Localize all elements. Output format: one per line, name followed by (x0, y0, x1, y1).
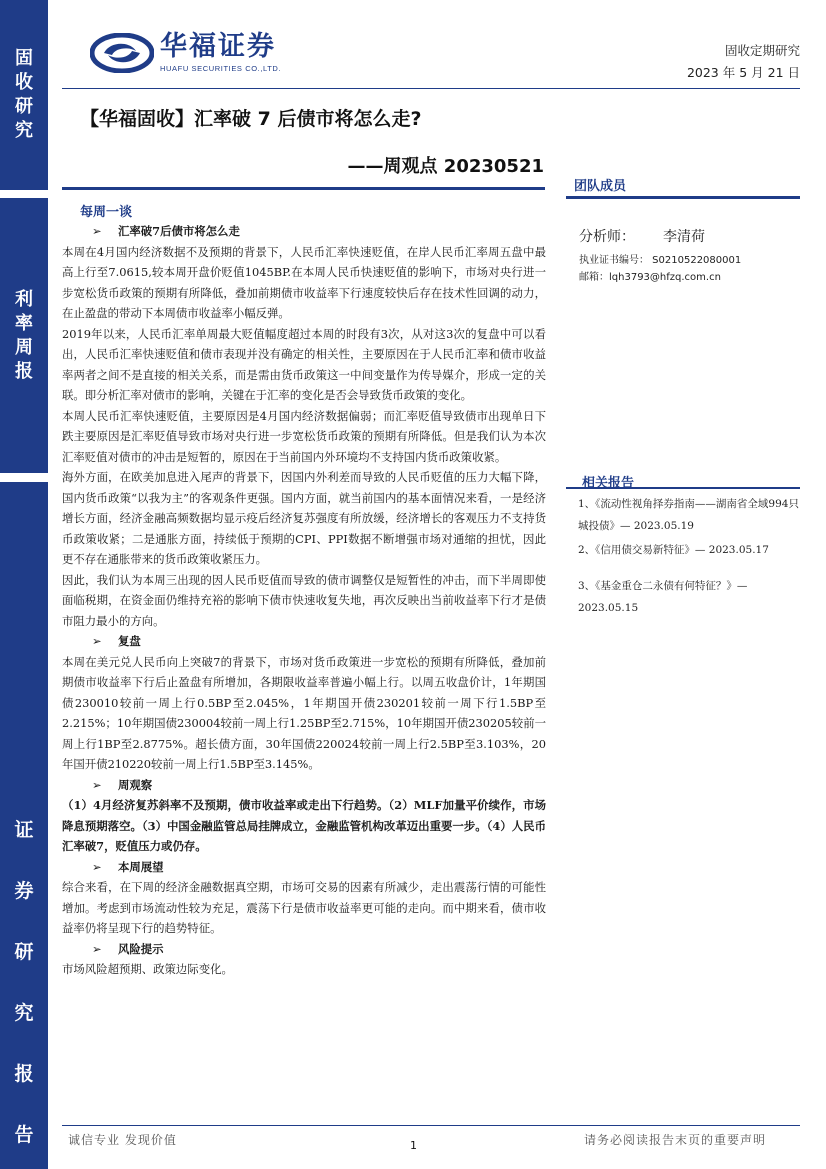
analyst-name: 李清荷 (663, 229, 705, 245)
sidebar-category-block (0, 0, 48, 190)
footer-divider (62, 1125, 800, 1126)
bullet-heading-text: 风险提示 (118, 941, 164, 956)
bullet-arrow-icon: ➢ (92, 224, 102, 238)
related-divider (566, 487, 800, 489)
bullet-arrow-icon: ➢ (92, 634, 102, 648)
paragraph: 综合来看，在下周的经济金融数据真空期，市场可交易的因素有所减少，走出震荡行情的可能性增加。考虑到市场流动性较为充足，震荡下行是债市收益率更可能的走向。而中期来看，债市收益率仍将呈现下行的趋势特征。 (62, 880, 546, 935)
bullet-heading-text: 复盘 (118, 634, 141, 648)
team-info (579, 226, 741, 286)
bullet-heading-text: 汇率破7后债市将怎么走 (118, 224, 240, 238)
paragraph: 本周在4月国内经济数据不及预期的背景下，人民币汇率快速贬值，在岸人民币汇率周五盘中最高上行至7.0615,较本周开盘价贬值1045BP.在本周人民币快速贬值的影响下，市场对央行进一步宽松货币政策的预期有所降低，叠加前期债市收益率下行速度较快后存在技术性回调的动力，在止盈盘的带动下本周债市收益率小幅反弹。 (62, 244, 546, 320)
sidebar-char: 周 (15, 336, 33, 358)
sidebar-char: 率 (15, 312, 33, 334)
sidebar-char: 究 (15, 120, 33, 141)
bullet-heading (62, 221, 546, 242)
related-report-item[interactable]: 2、《信用债交易新特征》— 2023.05.17 (578, 544, 769, 556)
header-divider (62, 88, 800, 89)
sidebar-type-block (0, 198, 48, 473)
sidebar-char: 券 (14, 880, 34, 902)
bullet-arrow-icon: ➢ (92, 941, 102, 956)
team-divider (566, 196, 800, 199)
team-section-heading: 团队成员 (574, 179, 627, 194)
sidebar-char: 固 (15, 48, 33, 69)
bullet-arrow-icon: ➢ (92, 859, 102, 874)
analyst-email: 邮箱：lqh3793@hfzq.com.cn (579, 272, 721, 283)
sidebar (0, 0, 48, 1169)
related-section-heading: 相关报告 (582, 476, 635, 491)
report-date: 2023 年 5 月 21 日 (686, 65, 800, 80)
paragraph: 2019年以来，人民币汇率单周最大贬值幅度超过本周的时段有3次，从对这3次的复盘中可以看出，人民币汇率快速贬值和债市表现并没有确定的相关性，主要原因在于人民币汇率和债市收益率两者之间不是直接的相关关系，而是需由货币政策这一中间变量作为传导媒介，形成一定的关联。即分析汇率对债市的影响，关键在于汇率的变化是否会导致货币政策的变化。 (62, 326, 546, 402)
bullet-heading-text: 周观察 (118, 777, 153, 792)
bullet-heading-text: 本周展望 (118, 859, 164, 874)
bullet-heading (62, 857, 546, 878)
analyst-cert: 执业证书编号： S0210522080001 (579, 255, 742, 266)
report-header-info (687, 40, 800, 84)
logo-name-en: HUAFU SECURITIES CO.,LTD. (160, 64, 282, 73)
main-divider (62, 187, 545, 190)
logo-swirl-icon (90, 33, 154, 73)
page-subtitle: ——周观点 20230521 (347, 156, 544, 177)
footer-disclaimer: 请务必阅读报告末页的重要声明 (583, 1133, 766, 1147)
sidebar-char: 证 (14, 819, 34, 841)
related-reports-list (578, 493, 803, 619)
paragraph: 本周在美元兑人民币向上突破7的背景下，市场对货币政策进一步宽松的预期有所降低，叠加前期债市收益率下行后止盈盘有所增加，各期限收益率普遍小幅上行。以周五收盘价计，1年期国债230010较前一周上行0.5BP至2.045%，1年期国开债230201较前一周下行1.5BP至2.215%；10年期国债230004较前一周上行1.25BP至2.715%，10年期国开债230205较前一周上行1BP至2.8775%。超长债方面，30年国债220024较前一周上行2.5BP至3.103%，20年国开债210220较前一周上行1.5BP至3.145%。 (62, 654, 546, 771)
sidebar-char: 研 (14, 941, 34, 963)
bullet-heading (62, 631, 546, 652)
paragraph: 因此，我们认为本周三出现的因人民币贬值而导致的债市调整仅是短暂性的冲击，而下半周即使面临税期，在资金面仍维持充裕的影响下债市快速收复失地，再次反映出当前收益率下行才是债市阻力最小的方向。 (62, 572, 546, 628)
page-number: 1 (410, 1139, 417, 1152)
analyst-role: 分析师： (579, 229, 635, 245)
sidebar-char: 研 (15, 96, 33, 117)
sidebar-report-block (0, 482, 48, 1169)
paragraph: 本周人民币汇率快速贬值，主要原因是4月国内经济数据偏弱；而汇率贬值导致债市出现单日下跌主要原因是汇率贬值导致市场对央行进一步宽松货币政策的预期有所降低。但是我们认为本次汇率贬值对债市的冲击是短暂的，原因在于当前国内外环境均不支持国内货币政策收紧。 (62, 408, 546, 464)
page-title: 【华福固收】汇率破 7 后债市将怎么走? (80, 108, 422, 130)
report-type: 固收定期研究 (724, 43, 800, 58)
weekly-section-heading: 每周一谈 (80, 205, 133, 220)
related-report-item[interactable]: 3、《基金重仓二永债有何特征？》— 2023.05.15 (578, 580, 748, 614)
sidebar-char: 收 (15, 72, 33, 93)
logo-name-cn: 华福证券 (160, 31, 276, 62)
main-content (62, 221, 546, 980)
sidebar-char: 报 (15, 360, 33, 382)
sidebar-char: 报 (14, 1063, 34, 1085)
sidebar-char: 告 (14, 1124, 34, 1146)
bullet-heading (62, 775, 546, 796)
company-logo (90, 32, 281, 73)
related-report-item[interactable]: 1、《流动性视角择券指南——湖南省全域994只城投债》— 2023.05.19 (578, 498, 799, 532)
paragraph: 市场风险超预期、政策边际变化。 (62, 962, 233, 976)
paragraph-bold: （1）4月经济复苏斜率不及预期，债市收益率或走出下行趋势。（2）MLF加量平价续作，市场降息预期落空。（3）中国金融监管总局挂牌成立，金融监管机构改革迈出重要一步。（4）人民币汇率破7，贬值压力或仍存。 (62, 798, 546, 853)
paragraph: 海外方面，在欧美加息进入尾声的背景下，因国内外利差而导致的人民币贬值的压力大幅下降，国内货币政策“以我为主”的客观条件更强。国内方面，就当前国内的基本面情况来看，一是经济增长方面，经济金融高频数据均显示疫后经济复苏强度有所放缓，经济增长的客观压力不支持货币政策收紧；二是通胀方面，持续低于预期的CPI、PPI数据不断增强市场对通缩的担忧，因此更不存在通胀带来的货币政策收紧压力。 (62, 470, 546, 566)
bullet-arrow-icon: ➢ (92, 777, 102, 792)
sidebar-char: 究 (14, 1002, 34, 1024)
bullet-heading (62, 939, 546, 960)
sidebar-char: 利 (15, 288, 33, 310)
footer-slogan: 诚信专业 发现价值 (68, 1133, 177, 1147)
